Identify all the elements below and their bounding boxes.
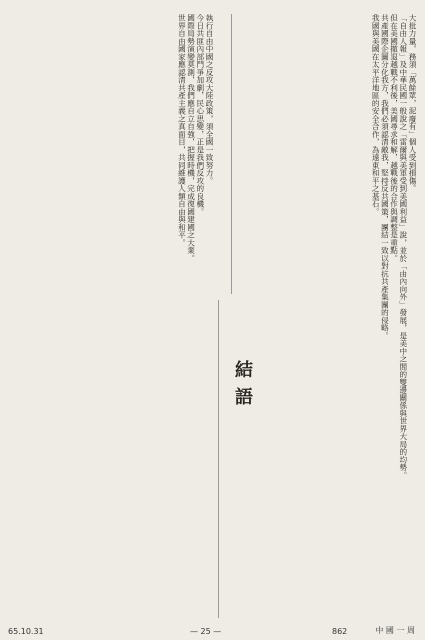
footer-issue-number: 862 bbox=[332, 627, 348, 636]
paragraph: 我國與美國在太平洋地區的安全合作，為遠東和平之基石。 bbox=[371, 14, 381, 216]
paragraph: 執行自由中國之反攻大陸政策，須全國一致努力。 bbox=[205, 14, 214, 185]
right-text-column bbox=[217, 14, 417, 617]
paragraph: 世界自由國家應認清共產主義之真面目，共同維護人類自由與和平。 bbox=[177, 14, 187, 247]
paragraph: 大批力量，務須「萬餘眾，泥廢有」個人受到損傷。 bbox=[408, 14, 417, 193]
paragraph: 國際局勢演變莫測，我們應自立自強，把握時機，完成復國建國之大業。 bbox=[186, 14, 196, 262]
left-text-column bbox=[17, 14, 214, 617]
footer-date: 65.10.31 bbox=[8, 627, 44, 636]
paragraph: 共產國際企圖分化我方，我們必須認清敵我，堅持反共國策，團結一致以對抗共產集團的侵略。 bbox=[380, 14, 390, 340]
paragraph: 但在美國撤退越戰不利後，美國尋求和解，越戰後的合作與調整是重點。 bbox=[389, 14, 399, 262]
paragraph: 今日共匪內部鬥爭加劇，民心思變，正是我們反攻的良機。 bbox=[195, 14, 205, 216]
footer-page-number: — 25 — bbox=[190, 627, 222, 636]
section-heading: 結語 bbox=[232, 360, 253, 414]
paragraph: 「自由人報」及中華民國一般說之「雷爾與美軍受到美國利益」說，並於「由內向外」發展，是美中之間的雙邊關係與世界大局的均勢。 bbox=[398, 14, 408, 479]
footer-publication-name: 中 國 一 周 bbox=[375, 626, 415, 635]
